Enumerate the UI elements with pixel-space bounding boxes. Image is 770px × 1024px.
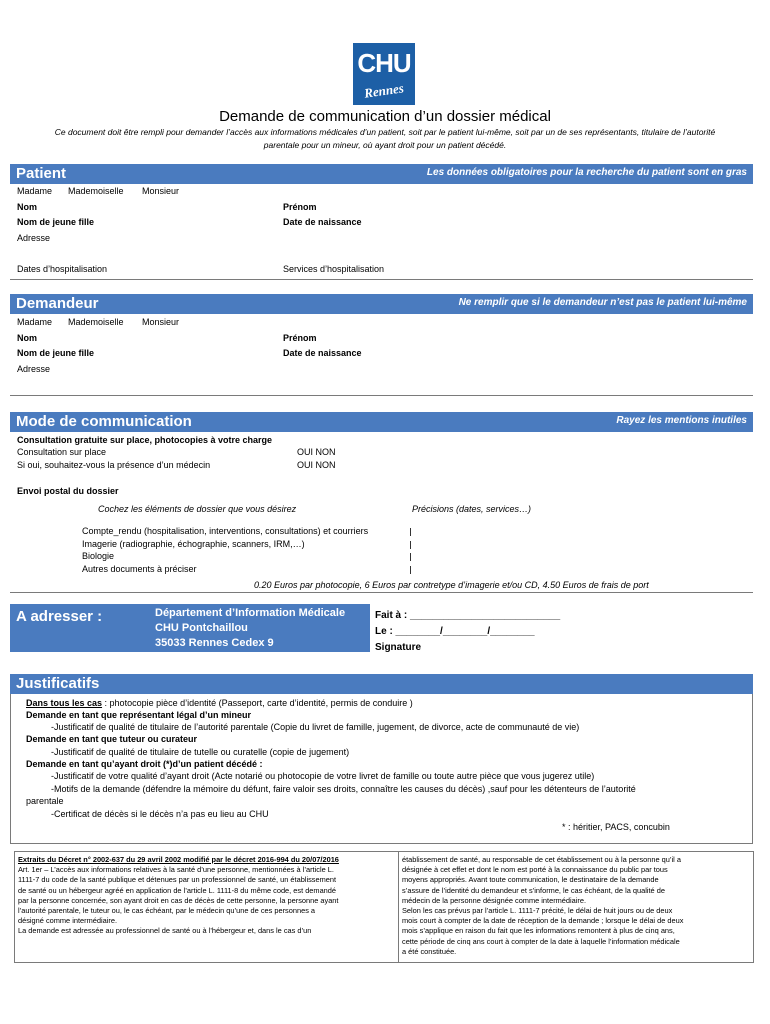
decree-left-line: La demande est adressée au professionnel de santé ou à l’hébergeur et, dans le cas d’un (18, 926, 312, 936)
justificatifs-title: Justificatifs (16, 675, 100, 692)
cochez-instruction: Cochez les éléments de dossier que vous désirez (98, 504, 297, 514)
decree-box (14, 851, 754, 963)
doc-item-compte-rendu[interactable]: Compte_rendu (hospitalisation, interventions, consultations) et courriers (82, 526, 369, 536)
precision-mark-4 (410, 566, 411, 574)
adresser-line-2: CHU Pontchaillou (155, 622, 248, 634)
demandeur-mademoiselle[interactable]: Mademoiselle (68, 317, 124, 327)
justificatifs-section-header (10, 674, 753, 694)
decree-left-line: désigné comme intermédiaire. (18, 916, 117, 926)
justif-tous-cas-text: : photocopie pièce d’identité (Passeport, carte d’identité, permis de conduire ) (102, 698, 413, 708)
doc-item-imagerie[interactable]: Imagerie (radiographie, échographie, scanners, IRM,…) (82, 539, 305, 549)
decree-left-column (18, 855, 394, 937)
precision-mark-1 (410, 528, 411, 536)
justif-decede-text-2: -Motifs de la demande (défendre la mémoire du défunt, faire valoir ses droits, connaître les causes du décès) ,sauf pour les détenteurs de l’autorité (51, 784, 636, 794)
patient-services-hospit-label: Services d’hospitalisation (283, 264, 385, 274)
mode-note: Rayez les mentions inutiles (616, 415, 747, 426)
decree-left-line: par la personne concernée, son ayant droit en cas de décès de cette personne, la personne ayant (18, 895, 339, 905)
consult-line-2: Si oui, souhaitez-vous la présence d’un médecin (17, 460, 211, 470)
demandeur-title: Demandeur (16, 295, 99, 312)
decree-right-line: a été constituée. (402, 946, 457, 956)
adresser-box (10, 604, 370, 652)
decree-left-line: Art. 1er – L’accès aux informations relatives à la santé d’une personne, mentionnées à l’article L. (18, 865, 334, 875)
demandeur-note: Ne remplir que si le demandeur n’est pas le patient lui-même (458, 297, 747, 308)
envoi-title: Envoi postal du dossier (17, 486, 119, 496)
decree-left-line: 1111-7 du code de la santé publique et détenues par un professionnel de santé, un établissement (18, 875, 337, 885)
adresser-address (155, 606, 345, 651)
intro-text (52, 126, 718, 152)
patient-prenom-label: Prénom (283, 202, 317, 212)
justif-mineur-title: Demande en tant que représentant légal d’un mineur (26, 710, 252, 720)
date-field[interactable]: Le : ________/________/________ (375, 626, 535, 637)
tarif-note: 0.20 Euros par photocopie, 6 Euros par contretype d’imagerie et/ou CD, 4.50 Euros de frais de port (254, 580, 649, 590)
doc-item-autres[interactable]: Autres documents à préciser (82, 564, 197, 574)
decree-divider (398, 852, 399, 962)
justif-tuteur-title: Demande en tant que tuteur ou curateur (26, 734, 198, 744)
patient-madame[interactable]: Madame (17, 186, 53, 196)
patient-mademoiselle[interactable]: Mademoiselle (68, 186, 124, 196)
patient-nom-label: Nom (17, 202, 37, 212)
adresser-label: A adresser : (16, 608, 103, 625)
consult-title: Consultation gratuite sur place, photocopies à votre charge (17, 435, 273, 445)
justif-decede-text-2b: parentale (26, 796, 64, 806)
patient-dates-hospit-label: Dates d’hospitalisation (17, 264, 108, 274)
decree-right-line: cette période de cinq ans court à compter de la date à laquelle l’information médicale (402, 936, 680, 946)
signature-block (375, 608, 560, 656)
logo-text: CHU (357, 48, 411, 78)
demandeur-madame[interactable]: Madame (17, 317, 53, 327)
consult-line-1: Consultation sur place (17, 447, 107, 457)
precisions-label: Précisions (dates, services…) (412, 504, 532, 514)
justif-tuteur-text: -Justificatif de qualité de titulaire de tutelle ou curatelle (copie de jugement) (51, 747, 350, 757)
demandeur-date-naissance-label: Date de naissance (283, 348, 362, 358)
decree-right-line: s’assure de l’identité du demandeur et s’informe, le cas échéant, de la qualité de (402, 885, 665, 895)
demandeur-monsieur[interactable]: Monsieur (142, 317, 180, 327)
patient-note: Les données obligatoires pour la recherche du patient sont en gras (426, 167, 747, 178)
patient-divider (10, 279, 753, 280)
decree-right-line: Selon les cas prévus par l’article L. 1111-7 précité, le délai de huit jours ou de deux (402, 906, 673, 916)
demandeur-prenom-label: Prénom (283, 333, 317, 343)
precision-mark-2 (410, 541, 411, 549)
mode-divider (10, 592, 753, 593)
mode-section-header (10, 412, 753, 432)
precision-mark-3 (410, 553, 411, 561)
decree-right-line: établissement de santé, au responsable de cet établissement ou à la personne qu’il a (402, 855, 681, 864)
patient-section-header (10, 164, 753, 184)
signature-label: Signature (375, 642, 422, 653)
decree-left-line: de santé ou un hébergeur agréé en application de l’article L. 1111-8 du même code, est demandé (18, 885, 337, 895)
patient-nom-jeune-fille-label: Nom de jeune fille (17, 217, 95, 227)
decree-title: Extraits du Décret n° 2002-637 du 29 avril 2002 modifié par le décret 2016-994 du 20/07/2016 (18, 855, 339, 864)
demandeur-adresse-label: Adresse (17, 364, 51, 374)
decree-left-line: l’autorité parentale, le tuteur ou, le cas échéant, par le médecin qu’une de ces personnes a (18, 906, 316, 916)
doc-item-biologie[interactable]: Biologie (82, 551, 115, 561)
demandeur-divider (10, 395, 753, 396)
justif-footnote: * : héritier, PACS, concubin (562, 822, 670, 832)
adresser-line-3: 35033 Rennes Cedex 9 (155, 637, 274, 649)
justif-decede-text-1: -Justificatif de votre qualité d’ayant droit (Acte notarié ou photocopie de votre livret de famille ou toute autre pièce que vous jugerez utile) (51, 771, 595, 781)
justif-tous-cas-label: Dans tous les cas (26, 698, 103, 708)
demandeur-nom-jeune-fille-label: Nom de jeune fille (17, 348, 95, 358)
demandeur-nom-label: Nom (17, 333, 37, 343)
decree-right-column (402, 855, 752, 957)
decree-right-line: médecin de la personne désignée comme intermédiaire. (402, 895, 587, 905)
fait-a-field[interactable]: Fait à : ___________________________ (375, 610, 561, 621)
justif-tous-cas (26, 698, 413, 708)
patient-date-naissance-label: Date de naissance (283, 217, 362, 227)
chu-rennes-logo (353, 43, 415, 105)
patient-title: Patient (16, 165, 67, 182)
intro-line-1: Ce document doit être rempli pour demander l’accès aux informations médicales d’un patient, soit par le patient lui-même, soit par un de ses représentants, titulaire de l’autorité (54, 127, 716, 137)
decree-right-line: moyens appropriés. Avant toute communication, le destinataire de la demande (402, 875, 659, 885)
patient-adresse-label: Adresse (17, 233, 51, 243)
justif-mineur-text: -Justificatif de qualité de titulaire de l’autorité parentale (Copie du livret de famille, jugement, de divorce, acte de communauté de vie) (51, 722, 580, 732)
patient-monsieur[interactable]: Monsieur (142, 186, 180, 196)
page-title: Demande de communication d’un dossier médical (219, 108, 551, 125)
intro-line-2: parentale pour un mineur, où ayant droit pour un patient décédé. (263, 140, 507, 150)
consult-line-1-options[interactable]: OUI NON (297, 447, 336, 457)
justif-decede-title: Demande en tant qu’ayant droit (*)d’un patient décédé : (26, 759, 263, 769)
mode-title: Mode de communication (16, 413, 192, 430)
consult-line-2-options[interactable]: OUI NON (297, 460, 336, 470)
decree-right-line: mois s’applique en raison du fait que les informations remontent à plus de cinq ans, (402, 926, 675, 936)
decree-right-line: mois court à compter de la date de réception de la demande ; lorsque le délai de deux (402, 916, 684, 926)
logo-subtext: Rennes (363, 80, 405, 101)
demandeur-section-header (10, 294, 753, 314)
decree-right-line: désignée à cet effet et dont le nom est porté à la connaissance du public par tous (402, 865, 668, 875)
adresser-line-1: Département d’Information Médicale (155, 607, 346, 619)
justif-decede-text-3: -Certificat de décès si le décès n’a pas eu lieu au CHU (51, 809, 269, 819)
